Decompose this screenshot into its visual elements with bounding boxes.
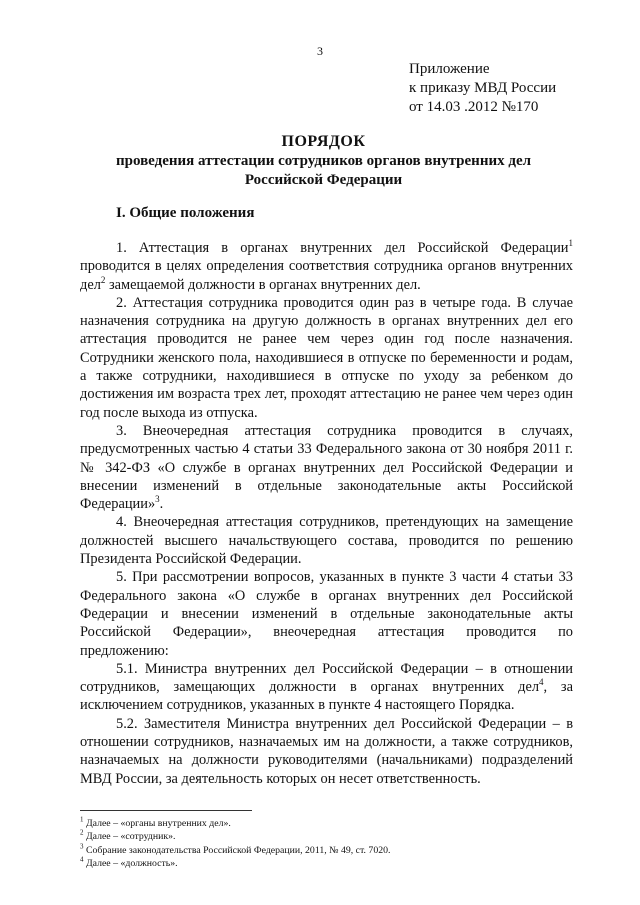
footnote-3 [80, 844, 570, 857]
footnote-number: 2 [80, 829, 84, 838]
title-subtitle-line-2: Российской Федерации [244, 172, 403, 188]
paragraph-3 [80, 422, 573, 513]
title-subtitle-line-1: проведения аттестации сотрудников органов внутренних дел [115, 153, 532, 169]
paragraph-5-2: 5.2. Заместителя Министра внутренних дел Российской Федерации – в отношении сотрудников, назначаемых им на должности, а также сотрудников, назначаемых на должности руководителями (начальниками) подразделений МВД России, за деятельность которых он несет ответственность. [80, 715, 573, 787]
paragraph-text: , за исключением сотрудников, указанных в пункте 4 настоящего Порядка. [80, 679, 573, 714]
paragraph-text: проводится в целях определения соответствия сотрудника органов внутренних дел [80, 258, 573, 293]
document-body [80, 239, 573, 788]
paragraph-text: . [159, 496, 164, 513]
paragraph-text: 1. Аттестация в органах внутренних дел Российской Федерации [116, 240, 569, 256]
paragraph-2: 2. Аттестация сотрудника проводится один раз в четыре года. В случае назначения сотрудника на другую должность в органах внутренних дел его аттестация проводится не ранее чем через один год после назначения. Сотрудники женского пола, находившиеся в отпуске по беременности и родам, а также сотрудники, находившиеся в отпуске по уходу за ребенком до достижения им возраста трех лет, проходят аттестацию не ранее чем через один год после выхода из отпуска. [80, 294, 573, 421]
section-heading: I. Общие положения [116, 205, 255, 221]
footnotes [80, 817, 570, 870]
appendix-date-line: от 14.03 .2012 №170 [409, 99, 539, 115]
footnote-ref: 4 [539, 677, 544, 688]
appendix-order-line: к приказу МВД России [409, 80, 557, 96]
paragraph-text: замещаемой должности в органах внутренних дел. [105, 276, 421, 293]
footnote-4 [80, 857, 570, 870]
document-title [80, 132, 567, 190]
title-main: ПОРЯДОК [281, 133, 366, 150]
appendix-line: Приложение [409, 61, 490, 77]
footnote-2 [80, 830, 570, 843]
footnote-text: Далее – «органы внутренних дел». [83, 818, 231, 829]
footnote-text: Собрание законодательства Российской Федерации, 2011, № 49, ст. 7020. [83, 844, 391, 856]
footnote-ref: 1 [568, 238, 573, 249]
paragraph-5-1 [80, 660, 573, 715]
paragraph-text: 5.1. Министра внутренних дел Российской Федерации – в отношении сотрудников, замещающих должности в органах внутренних дел [80, 660, 573, 696]
paragraph-text: 3. Внеочередная аттестация сотрудника проводится в случаях, предусмотренных частью 4 статьи 33 Федерального закона от 30 ноября 2011 г. № 342-ФЗ «О службе в органах внутренних дел Российской Федерации и внесении изменений в отдельные законодательные акты Российской Федерации» [80, 422, 573, 513]
footnote-ref: 3 [155, 494, 160, 505]
footnote-ref: 2 [100, 274, 106, 285]
footnote-1 [80, 817, 570, 830]
page-number: 3 [317, 44, 323, 58]
paragraph-5: 5. При рассмотрении вопросов, указанных в пункте 3 части 4 статьи 33 Федерального закона «О службе в органах внутренних дел Российской Федерации и внесении изменений в отдельные законодательные акты Российской Федерации», внеочередная аттестация проводится по предложению: [80, 569, 573, 659]
paragraph-4: 4. Внеочередная аттестация сотрудников, претендующих на замещение должностей высшего начальствующего состава, проводится по решению Президента Российской Федерации. [80, 514, 573, 568]
footnote-number: 3 [80, 842, 84, 851]
appendix-stamp [409, 60, 609, 117]
footnote-number: 1 [80, 815, 84, 824]
footnote-number: 4 [80, 855, 84, 864]
footnote-divider [80, 810, 252, 811]
paragraph-1 [80, 239, 573, 294]
footnote-text: Далее – «сотрудник». [83, 831, 176, 843]
footnote-text: Далее – «должность». [83, 857, 178, 869]
